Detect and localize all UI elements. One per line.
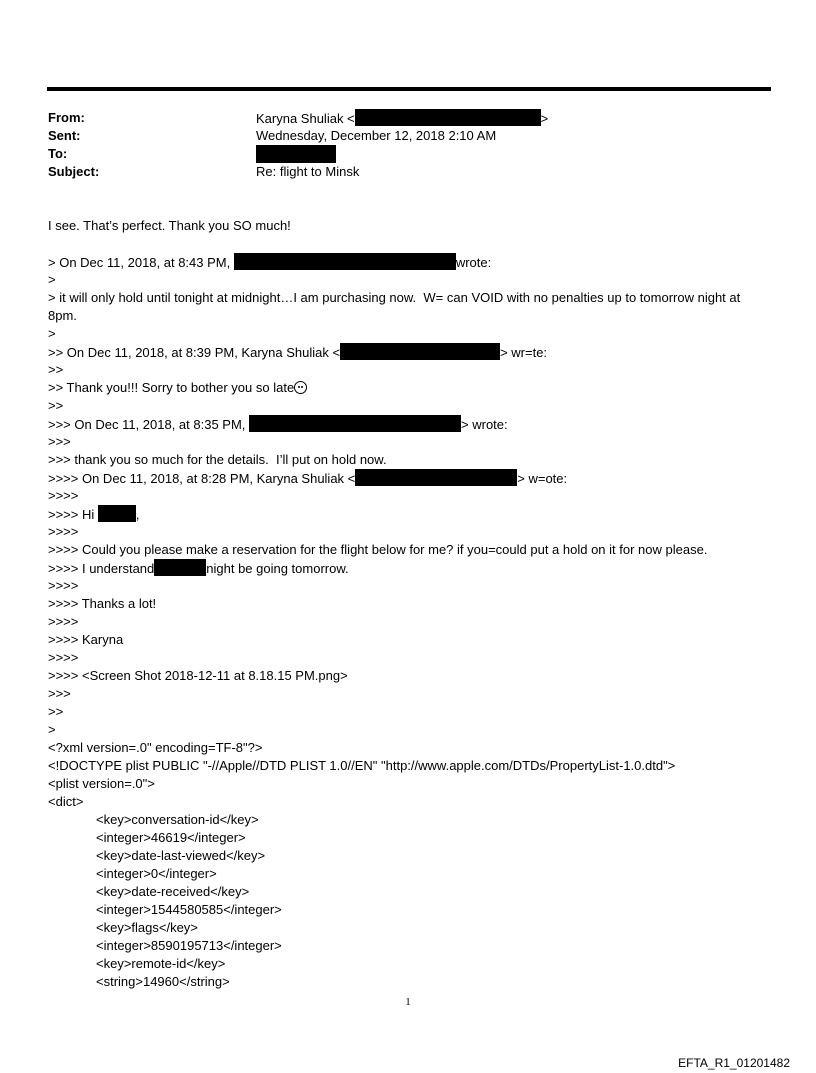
page-number: 1 bbox=[405, 996, 411, 1008]
redaction-block bbox=[340, 343, 500, 360]
body-line: >>>> bbox=[48, 524, 79, 539]
weary-face-icon bbox=[294, 381, 307, 394]
body-line: <plist version=.0"> bbox=[48, 776, 155, 791]
body-line: > bbox=[48, 722, 56, 737]
body-line: >>>> <Screen Shot 2018-12-11 at 8.18.15 PM.png> bbox=[48, 668, 348, 683]
body-line: <integer>8590195713</integer> bbox=[96, 938, 282, 953]
body-line bbox=[48, 469, 768, 487]
quote-wrote: wrote: bbox=[455, 255, 492, 270]
redaction-block bbox=[154, 559, 206, 576]
body-line: >>>> Could you please make a reservation for the flight below for me? if you=could put a hold on it for now please. bbox=[48, 542, 708, 557]
body-line: <!DOCTYPE plist PUBLIC "-//Apple//DTD PLIST 1.0//EN" "http://www.apple.com/DTDs/PropertyList-1.0.dtd"> bbox=[48, 758, 676, 773]
body-line: >>>> bbox=[48, 578, 79, 593]
redaction-block bbox=[256, 145, 336, 163]
quote-header: >>> On Dec 11, 2018, at 8:35 PM, bbox=[48, 417, 250, 432]
quote-wrote: > wrote: bbox=[461, 417, 508, 432]
body-line: >>>> Karyna bbox=[48, 632, 124, 647]
body-line: <key>date-received</key> bbox=[96, 884, 250, 899]
body-line: <string>14960</string> bbox=[96, 974, 230, 989]
body-line: > bbox=[48, 326, 56, 341]
body-line: <integer>1544580585</integer> bbox=[96, 902, 282, 917]
from-value bbox=[256, 109, 548, 128]
body-line: >> bbox=[48, 362, 64, 377]
body-line: <key>remote-id</key> bbox=[96, 956, 226, 971]
body-line: >>>> bbox=[48, 650, 79, 665]
from-name: Karyna Shuliak < bbox=[256, 111, 355, 126]
redaction-block bbox=[249, 415, 461, 432]
to-label: To: bbox=[48, 146, 68, 161]
from-label: From: bbox=[48, 110, 85, 125]
redaction-block bbox=[355, 469, 517, 486]
header-rule bbox=[47, 87, 771, 91]
bates-number: EFTA_R1_01201482 bbox=[678, 1056, 790, 1070]
body-line: <key>flags</key> bbox=[96, 920, 198, 935]
body-line: > bbox=[48, 272, 56, 287]
body-line bbox=[48, 559, 768, 577]
body-line: >>>> bbox=[48, 614, 79, 629]
message-body bbox=[48, 217, 768, 991]
body-line: <key>date-last-viewed</key> bbox=[96, 848, 266, 863]
body-text: night be going tomorrow. bbox=[206, 561, 349, 576]
body-line: >> bbox=[48, 704, 64, 719]
body-line: <integer>46619</integer> bbox=[96, 830, 246, 845]
quote-wrote: > wr=te: bbox=[500, 345, 548, 360]
body-line bbox=[48, 343, 768, 361]
body-line: >>>> Thanks a lot! bbox=[48, 596, 157, 611]
redaction-block bbox=[234, 253, 456, 270]
body-line bbox=[48, 379, 768, 397]
body-line: >>> thank you so much for the details. I’ll put on hold now. bbox=[48, 452, 387, 467]
quote-header: >> On Dec 11, 2018, at 8:39 PM, Karyna Shuliak < bbox=[48, 345, 341, 360]
sent-label: Sent: bbox=[48, 128, 81, 143]
body-line: <integer>0</integer> bbox=[96, 866, 217, 881]
to-value bbox=[256, 145, 336, 165]
body-text: >>>> I understand bbox=[48, 561, 155, 576]
body-line: I see. That’s perfect. Thank you SO much! bbox=[48, 218, 291, 233]
body-line bbox=[48, 415, 768, 433]
body-line: > it will only hold until tonight at midnight…I am purchasing now. W= can VOID with no penalties up to tomorrow night at 8pm. bbox=[48, 290, 744, 323]
body-line: >>>> bbox=[48, 488, 79, 503]
quote-header: >>>> On Dec 11, 2018, at 8:28 PM, Karyna Shuliak < bbox=[48, 471, 356, 486]
body-line: >> bbox=[48, 398, 64, 413]
body-line: >>> bbox=[48, 686, 71, 701]
sent-value: Wednesday, December 12, 2018 2:10 AM bbox=[256, 128, 497, 143]
body-line bbox=[48, 505, 768, 523]
quote-wrote: > w=ote: bbox=[517, 471, 568, 486]
body-line bbox=[48, 253, 768, 271]
body-line: >>> bbox=[48, 434, 71, 449]
redaction-block bbox=[355, 109, 541, 126]
spacer-line bbox=[48, 235, 768, 253]
quote-header: > On Dec 11, 2018, at 8:43 PM, bbox=[48, 255, 234, 270]
body-text: , bbox=[135, 507, 140, 522]
redaction-block bbox=[98, 505, 136, 522]
body-line: <?xml version=.0" encoding=TF-8"?> bbox=[48, 740, 263, 755]
body-text: >> Thank you!!! Sorry to bother you so late bbox=[48, 380, 295, 395]
subject-label: Subject: bbox=[48, 164, 100, 179]
from-close: > bbox=[540, 111, 549, 126]
body-text: >>>> Hi bbox=[48, 507, 98, 522]
body-line: <dict> bbox=[48, 794, 84, 809]
body-line: <key>conversation-id</key> bbox=[96, 812, 259, 827]
subject-value: Re: flight to Minsk bbox=[256, 164, 360, 179]
